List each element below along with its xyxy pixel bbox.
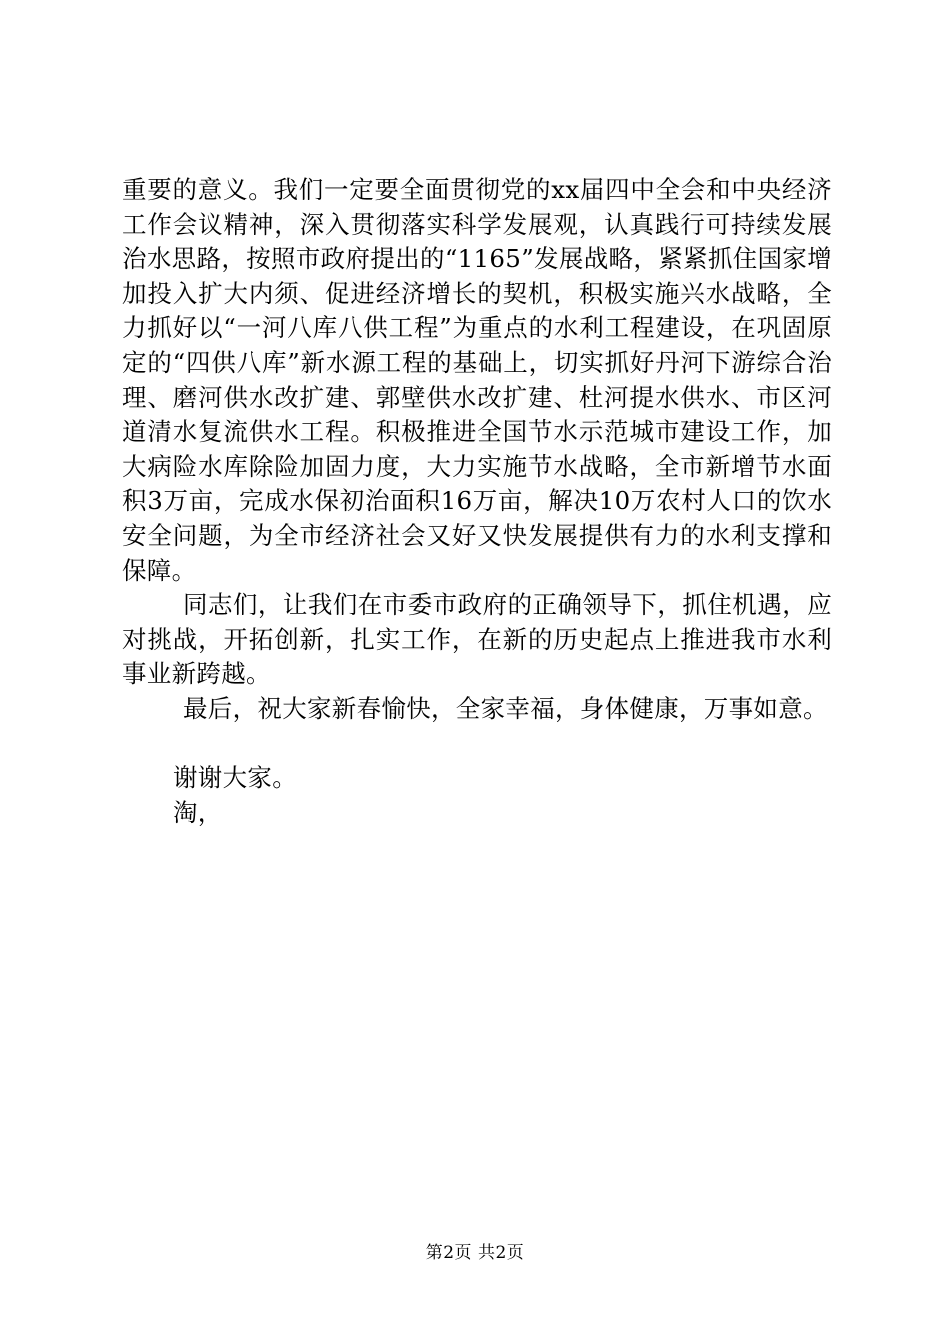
paragraph-comrades: 同志们，让我们在市委市政府的正确领导下，抓住机遇，应对挑战，开拓创新，扎实工作，在新的历史起点上推进我市水利事业新跨越。 bbox=[122, 590, 832, 689]
page-footer: 第2页 共2页 bbox=[425, 1243, 525, 1263]
blank-line bbox=[122, 727, 832, 762]
closing-thanks: 谢谢大家。 bbox=[173, 763, 297, 793]
paragraph-continuation: 重要的意义。我们一定要全面贯彻党的xx届四中全会和中央经济工作会议精神，深入贯彻落实科学发展观，认真践行可持续发展治水思路，按照市政府提出的“1165”发展战略，紧紧抓住国家增加投入扩大内须、促进经济增长的契机，积极实施兴水战略，全力抓好以“一河八库八供工程”为重点的水利工程建设，在巩固原定的“四供八库”新水源工程的基础上，切实抓好丹河下游综合治理、磨河供水改扩建、郭壁供水改扩建、杜河提水供水、市区河道清水复流供水工程。积极推进全国节水示范城市建设工作，加大病险水库除险加固力度，大力实施节水战略，全市新增节水面积3万亩，完成水保初治面积16万亩，解决10万农村人口的饮水安全问题，为全市经济社会又好又快发展提供有力的水利支撑和保障。 bbox=[122, 175, 832, 585]
closing-fragment: 淘， bbox=[173, 797, 223, 827]
document-body bbox=[122, 173, 832, 830]
paragraph-greetings: 最后，祝大家新春愉快，全家幸福，身体健康，万事如意。 bbox=[183, 693, 828, 723]
